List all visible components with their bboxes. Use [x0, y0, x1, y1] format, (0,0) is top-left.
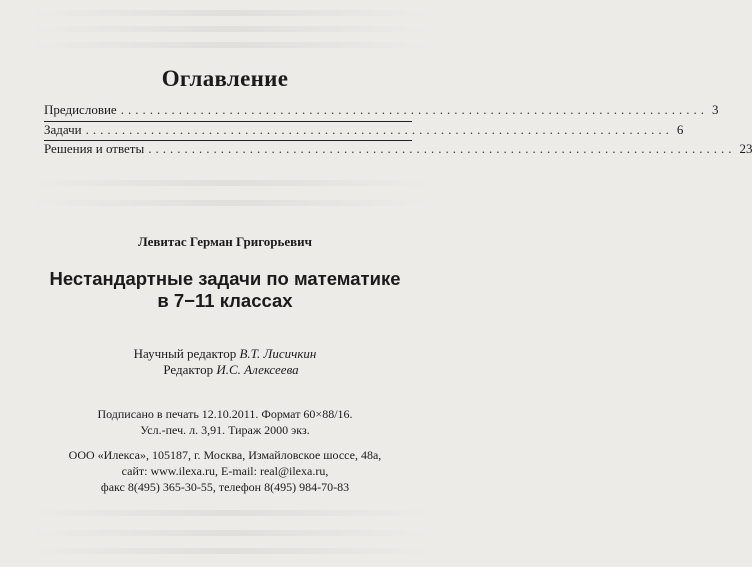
toc-title: Оглавление: [161, 66, 289, 91]
bleed-through-text: [30, 180, 430, 186]
toc-item-label: Предисловие: [44, 102, 117, 117]
book-title-line: Нестандартные задачи по математике: [49, 268, 401, 289]
credit-role: Научный редактор: [133, 346, 237, 361]
toc-item-solutions[interactable]: [44, 141, 752, 161]
book-title-line: в 7−11 классах: [157, 290, 293, 311]
toc-leader-dots: .................................................................................: [85, 121, 673, 137]
bleed-through-text: [30, 10, 430, 16]
toc-item-page: 3: [711, 102, 719, 117]
imprint-line: Подписано в печать 12.10.2011. Формат 60×88/16.: [97, 407, 353, 421]
bleed-through-text: [30, 200, 430, 206]
credit-name: И.С. Алексеева: [216, 362, 299, 377]
toc-item-label: Решения и ответы: [44, 141, 145, 156]
toc-item-problems[interactable]: [44, 121, 684, 142]
toc-item-preface[interactable]: [44, 102, 719, 122]
bleed-through-text: [30, 548, 430, 554]
editor-credit: [0, 362, 450, 378]
toc-leader-dots: .................................................................................: [148, 141, 736, 156]
credit-role: Редактор: [163, 362, 214, 377]
science-editor-credit: [0, 346, 450, 362]
book-author: Левитас Герман Григорьевич: [137, 234, 312, 249]
toc-leader-dots: .................................................................................: [120, 102, 708, 117]
toc-item-page: 6: [676, 121, 684, 137]
divider: [44, 121, 412, 122]
imprint-block: [0, 406, 450, 438]
publisher-line: ООО «Илекса», 105187, г. Москва, Измайловское шоссе, 48а,: [68, 448, 382, 462]
publisher-block: [0, 447, 450, 495]
divider: [44, 140, 412, 141]
imprint-line: Усл.-печ. л. 3,91. Тираж 2000 экз.: [140, 423, 310, 437]
toc-item-page: 23: [739, 141, 752, 156]
bleed-through-text: [30, 530, 430, 536]
bleed-through-text: [30, 26, 430, 32]
publisher-line: факс 8(495) 365-30-55, телефон 8(495) 984-70-83: [100, 480, 350, 494]
bleed-through-text: [30, 42, 430, 48]
table-of-contents: [44, 102, 752, 161]
credit-name: В.Т. Лисичкин: [239, 346, 317, 361]
bleed-through-text: [30, 510, 430, 516]
book-title: [0, 268, 450, 312]
toc-item-label: Задачи: [44, 121, 82, 137]
publisher-line: сайт: www.ilexa.ru, E-mail: real@ilexa.ru,: [121, 464, 329, 478]
